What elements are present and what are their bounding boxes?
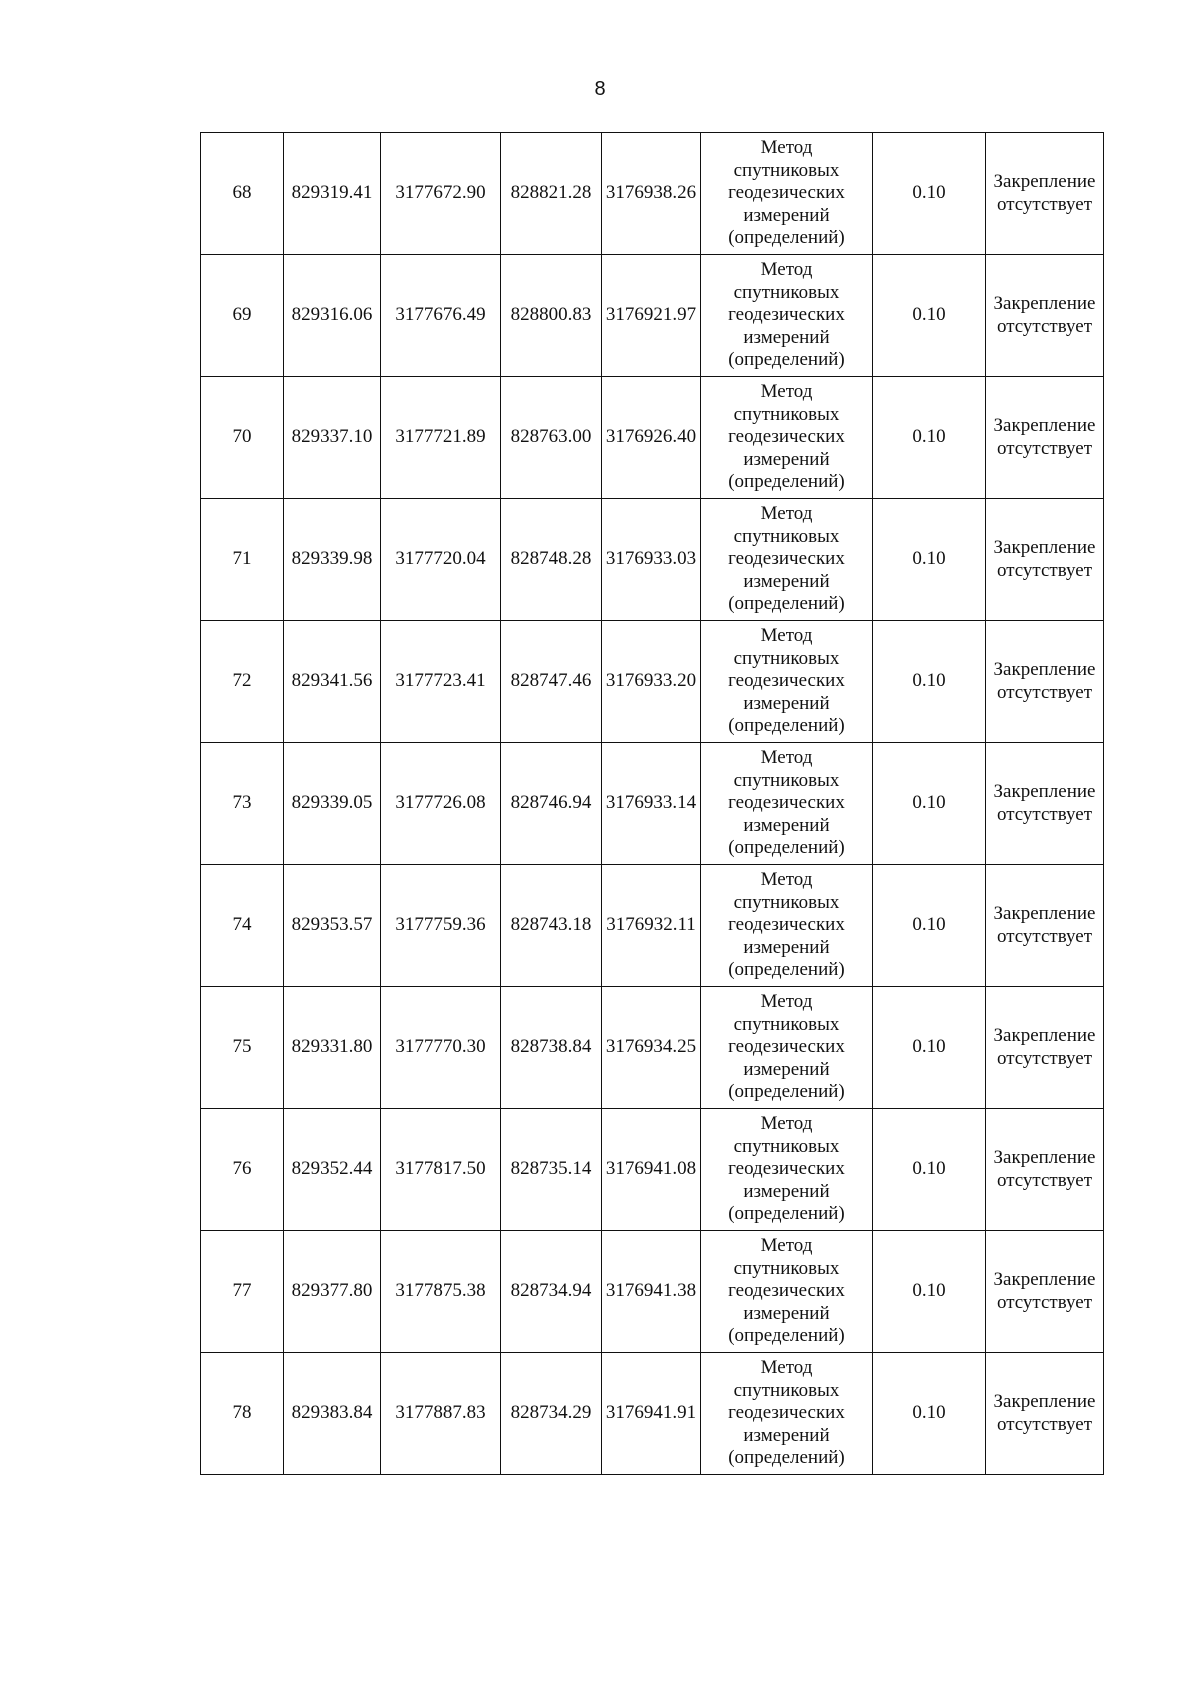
point-number-cell: 68 bbox=[201, 133, 284, 255]
y-coordinate-cell: 3177875.38 bbox=[381, 1231, 501, 1353]
method-text-line: спутниковых bbox=[733, 1379, 840, 1401]
fixing-cell bbox=[986, 499, 1104, 621]
method-cell bbox=[701, 255, 873, 377]
table-row bbox=[201, 865, 1104, 987]
table-row bbox=[201, 1231, 1104, 1353]
fixing-text-line: отсутствует bbox=[996, 681, 1093, 703]
fixing-cell bbox=[986, 865, 1104, 987]
method-text-line: (определений) bbox=[728, 593, 845, 615]
fixing-text-line: Закрепление bbox=[993, 903, 1096, 924]
y-coordinate-2-cell: 3176941.38 bbox=[602, 1231, 701, 1353]
method-text-line: Метод bbox=[760, 1113, 813, 1135]
point-number-cell: 77 bbox=[201, 1231, 284, 1353]
method-text-line: измерений bbox=[743, 204, 830, 226]
fixing-text-line: отсутствует bbox=[996, 559, 1093, 581]
method-text-line: Метод bbox=[760, 1235, 813, 1257]
method-cell bbox=[701, 621, 873, 743]
method-cell bbox=[701, 377, 873, 499]
fixing-text-line: Закрепление bbox=[993, 659, 1096, 680]
fixing-text-line: Закрепление bbox=[993, 1025, 1096, 1046]
fixing-text-line: отсутствует bbox=[996, 803, 1093, 825]
y-coordinate-2-cell: 3176933.20 bbox=[602, 621, 701, 743]
method-text-line: (определений) bbox=[728, 715, 845, 737]
table-row bbox=[201, 743, 1104, 865]
method-text-line: (определений) bbox=[728, 959, 845, 981]
fixing-cell bbox=[986, 1109, 1104, 1231]
method-text-line: измерений bbox=[743, 692, 830, 714]
y-coordinate-cell: 3177676.49 bbox=[381, 255, 501, 377]
method-text-line: геодезических bbox=[728, 1158, 845, 1180]
x-coordinate-2-cell: 828821.28 bbox=[501, 133, 602, 255]
fixing-cell bbox=[986, 377, 1104, 499]
x-coordinate-cell: 829377.80 bbox=[284, 1231, 381, 1353]
method-text-line: геодезических bbox=[728, 304, 845, 326]
method-text-line: спутниковых bbox=[733, 769, 840, 791]
fixing-cell bbox=[986, 621, 1104, 743]
method-text-line: Метод bbox=[760, 625, 813, 647]
method-text-line: спутниковых bbox=[733, 525, 840, 547]
method-text-line: измерений bbox=[743, 326, 830, 348]
method-text-line: спутниковых bbox=[733, 403, 840, 425]
method-text-line: измерений bbox=[743, 570, 830, 592]
method-text-line: Метод bbox=[760, 381, 813, 403]
accuracy-cell: 0.10 bbox=[873, 987, 986, 1109]
y-coordinate-cell: 3177672.90 bbox=[381, 133, 501, 255]
y-coordinate-cell: 3177770.30 bbox=[381, 987, 501, 1109]
accuracy-cell: 0.10 bbox=[873, 1353, 986, 1475]
method-text-line: спутниковых bbox=[733, 1257, 840, 1279]
method-text-line: Метод bbox=[760, 503, 813, 525]
method-text-line: измерений bbox=[743, 814, 830, 836]
table-row bbox=[201, 255, 1104, 377]
method-text-line: спутниковых bbox=[733, 281, 840, 303]
accuracy-cell: 0.10 bbox=[873, 621, 986, 743]
point-number-cell: 69 bbox=[201, 255, 284, 377]
x-coordinate-cell: 829353.57 bbox=[284, 865, 381, 987]
fixing-cell bbox=[986, 255, 1104, 377]
method-text-line: (определений) bbox=[728, 1203, 845, 1225]
table-row bbox=[201, 1109, 1104, 1231]
method-text-line: измерений bbox=[743, 1424, 830, 1446]
x-coordinate-cell: 829352.44 bbox=[284, 1109, 381, 1231]
accuracy-cell: 0.10 bbox=[873, 743, 986, 865]
y-coordinate-cell: 3177817.50 bbox=[381, 1109, 501, 1231]
y-coordinate-cell: 3177723.41 bbox=[381, 621, 501, 743]
x-coordinate-2-cell: 828734.29 bbox=[501, 1353, 602, 1475]
method-text-line: (определений) bbox=[728, 1447, 845, 1469]
method-text-line: Метод bbox=[760, 1357, 813, 1379]
page-number: 8 bbox=[594, 78, 606, 100]
method-text-line: Метод bbox=[760, 259, 813, 281]
method-text-line: геодезических bbox=[728, 548, 845, 570]
y-coordinate-2-cell: 3176921.97 bbox=[602, 255, 701, 377]
x-coordinate-cell: 829319.41 bbox=[284, 133, 381, 255]
y-coordinate-2-cell: 3176933.03 bbox=[602, 499, 701, 621]
fixing-text-line: Закрепление bbox=[993, 537, 1096, 558]
method-text-line: геодезических bbox=[728, 1036, 845, 1058]
point-number-cell: 72 bbox=[201, 621, 284, 743]
y-coordinate-cell: 3177759.36 bbox=[381, 865, 501, 987]
accuracy-cell: 0.10 bbox=[873, 1109, 986, 1231]
x-coordinate-cell: 829331.80 bbox=[284, 987, 381, 1109]
fixing-cell bbox=[986, 133, 1104, 255]
fixing-text-line: отсутствует bbox=[996, 1291, 1093, 1313]
point-number-cell: 70 bbox=[201, 377, 284, 499]
fixing-text-line: Закрепление bbox=[993, 415, 1096, 436]
y-coordinate-cell: 3177726.08 bbox=[381, 743, 501, 865]
y-coordinate-2-cell: 3176933.14 bbox=[602, 743, 701, 865]
fixing-cell bbox=[986, 743, 1104, 865]
fixing-text-line: Закрепление bbox=[993, 1269, 1096, 1290]
fixing-text-line: отсутствует bbox=[996, 925, 1093, 947]
method-text-line: измерений bbox=[743, 1302, 830, 1324]
fixing-text-line: Закрепление bbox=[993, 293, 1096, 314]
accuracy-cell: 0.10 bbox=[873, 499, 986, 621]
method-text-line: (определений) bbox=[728, 837, 845, 859]
method-cell bbox=[701, 1231, 873, 1353]
method-text-line: измерений bbox=[743, 1058, 830, 1080]
method-cell bbox=[701, 499, 873, 621]
accuracy-cell: 0.10 bbox=[873, 133, 986, 255]
x-coordinate-2-cell: 828734.94 bbox=[501, 1231, 602, 1353]
y-coordinate-2-cell: 3176934.25 bbox=[602, 987, 701, 1109]
x-coordinate-cell: 829383.84 bbox=[284, 1353, 381, 1475]
x-coordinate-2-cell: 828743.18 bbox=[501, 865, 602, 987]
method-text-line: спутниковых bbox=[733, 647, 840, 669]
x-coordinate-2-cell: 828746.94 bbox=[501, 743, 602, 865]
method-text-line: (определений) bbox=[728, 1325, 845, 1347]
coordinates-table bbox=[200, 132, 1104, 1475]
method-text-line: измерений bbox=[743, 448, 830, 470]
y-coordinate-2-cell: 3176926.40 bbox=[602, 377, 701, 499]
method-text-line: геодезических bbox=[728, 1280, 845, 1302]
x-coordinate-cell: 829341.56 bbox=[284, 621, 381, 743]
point-number-cell: 71 bbox=[201, 499, 284, 621]
fixing-text-line: Закрепление bbox=[993, 1147, 1096, 1168]
method-text-line: (определений) bbox=[728, 349, 845, 371]
method-cell bbox=[701, 865, 873, 987]
y-coordinate-2-cell: 3176932.11 bbox=[602, 865, 701, 987]
fixing-text-line: отсутствует bbox=[996, 437, 1093, 459]
method-text-line: (определений) bbox=[728, 471, 845, 493]
method-cell bbox=[701, 133, 873, 255]
x-coordinate-2-cell: 828738.84 bbox=[501, 987, 602, 1109]
method-cell bbox=[701, 1109, 873, 1231]
method-text-line: спутниковых bbox=[733, 1135, 840, 1157]
table-row bbox=[201, 987, 1104, 1109]
method-text-line: измерений bbox=[743, 936, 830, 958]
method-cell bbox=[701, 743, 873, 865]
method-cell bbox=[701, 987, 873, 1109]
method-text-line: Метод bbox=[760, 137, 813, 159]
fixing-text-line: отсутствует bbox=[996, 1413, 1093, 1435]
x-coordinate-2-cell: 828735.14 bbox=[501, 1109, 602, 1231]
accuracy-cell: 0.10 bbox=[873, 377, 986, 499]
method-text-line: геодезических bbox=[728, 914, 845, 936]
fixing-text-line: Закрепление bbox=[993, 781, 1096, 802]
method-text-line: геодезических bbox=[728, 426, 845, 448]
method-text-line: Метод bbox=[760, 869, 813, 891]
coordinates-table-body bbox=[201, 133, 1104, 1475]
point-number-cell: 75 bbox=[201, 987, 284, 1109]
y-coordinate-cell: 3177720.04 bbox=[381, 499, 501, 621]
fixing-text-line: отсутствует bbox=[996, 1047, 1093, 1069]
method-text-line: геодезических bbox=[728, 1402, 845, 1424]
x-coordinate-cell: 829339.98 bbox=[284, 499, 381, 621]
accuracy-cell: 0.10 bbox=[873, 865, 986, 987]
table-row bbox=[201, 133, 1104, 255]
table-row bbox=[201, 377, 1104, 499]
fixing-text-line: отсутствует bbox=[996, 1169, 1093, 1191]
point-number-cell: 78 bbox=[201, 1353, 284, 1475]
method-text-line: геодезических bbox=[728, 670, 845, 692]
fixing-cell bbox=[986, 1231, 1104, 1353]
x-coordinate-2-cell: 828800.83 bbox=[501, 255, 602, 377]
table-row bbox=[201, 1353, 1104, 1475]
x-coordinate-2-cell: 828747.46 bbox=[501, 621, 602, 743]
method-text-line: спутниковых bbox=[733, 159, 840, 181]
fixing-cell bbox=[986, 1353, 1104, 1475]
method-text-line: Метод bbox=[760, 747, 813, 769]
y-coordinate-cell: 3177721.89 bbox=[381, 377, 501, 499]
fixing-text-line: отсутствует bbox=[996, 315, 1093, 337]
fixing-text-line: Закрепление bbox=[993, 171, 1096, 192]
x-coordinate-cell: 829316.06 bbox=[284, 255, 381, 377]
table-row bbox=[201, 499, 1104, 621]
fixing-text-line: отсутствует bbox=[996, 193, 1093, 215]
table-row bbox=[201, 621, 1104, 743]
x-coordinate-2-cell: 828763.00 bbox=[501, 377, 602, 499]
x-coordinate-2-cell: 828748.28 bbox=[501, 499, 602, 621]
method-text-line: геодезических bbox=[728, 182, 845, 204]
point-number-cell: 76 bbox=[201, 1109, 284, 1231]
method-text-line: геодезических bbox=[728, 792, 845, 814]
y-coordinate-cell: 3177887.83 bbox=[381, 1353, 501, 1475]
y-coordinate-2-cell: 3176938.26 bbox=[602, 133, 701, 255]
method-text-line: (определений) bbox=[728, 227, 845, 249]
method-text-line: Метод bbox=[760, 991, 813, 1013]
method-cell bbox=[701, 1353, 873, 1475]
fixing-cell bbox=[986, 987, 1104, 1109]
point-number-cell: 73 bbox=[201, 743, 284, 865]
method-text-line: измерений bbox=[743, 1180, 830, 1202]
fixing-text-line: Закрепление bbox=[993, 1391, 1096, 1412]
y-coordinate-2-cell: 3176941.91 bbox=[602, 1353, 701, 1475]
accuracy-cell: 0.10 bbox=[873, 255, 986, 377]
accuracy-cell: 0.10 bbox=[873, 1231, 986, 1353]
method-text-line: (определений) bbox=[728, 1081, 845, 1103]
method-text-line: спутниковых bbox=[733, 891, 840, 913]
x-coordinate-cell: 829337.10 bbox=[284, 377, 381, 499]
x-coordinate-cell: 829339.05 bbox=[284, 743, 381, 865]
y-coordinate-2-cell: 3176941.08 bbox=[602, 1109, 701, 1231]
point-number-cell: 74 bbox=[201, 865, 284, 987]
method-text-line: спутниковых bbox=[733, 1013, 840, 1035]
